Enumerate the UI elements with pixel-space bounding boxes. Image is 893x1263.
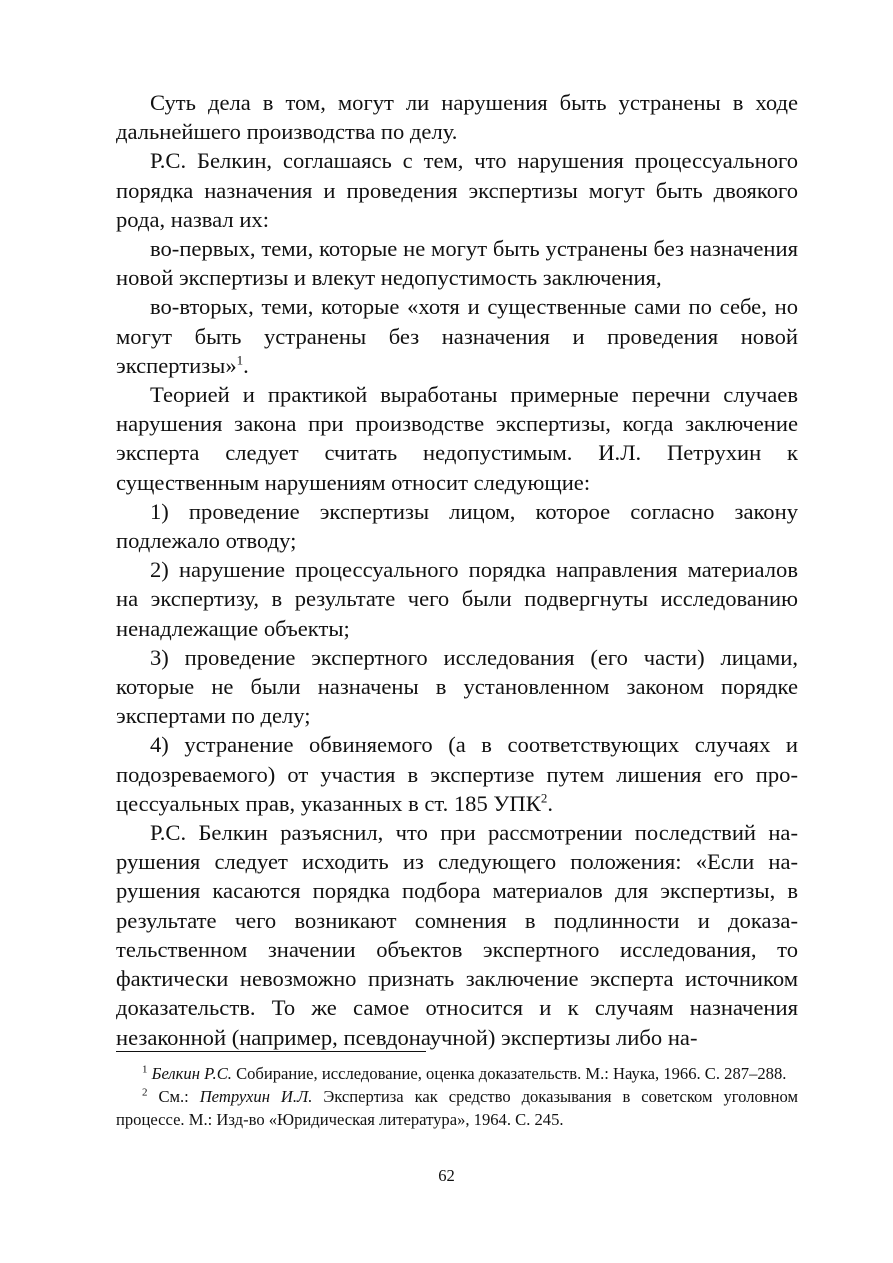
footnote-text: Экспертиза как средство доказывания в советском уголовном процессе. М.: Изд-во «Юридическая литература», 1964. С. 245.	[116, 1087, 798, 1129]
footnote-ref: 1	[236, 352, 244, 368]
paragraph: во-первых, теми, которые не могут быть устранены без назначения новой экспертизы и влекут недопустимость заключения,	[116, 236, 798, 291]
list-item	[116, 730, 798, 818]
footnotes	[116, 1062, 798, 1131]
paragraph	[116, 292, 798, 380]
paragraph: Суть дела в том, могут ли нарушения быть устранены в ходе дальнейшего производства по делу.	[116, 90, 798, 145]
footnote-ref: 2	[540, 790, 548, 806]
footnote-prefix: См.:	[158, 1087, 200, 1106]
paragraph-text: 4) устранение обвиняемого (а в соответствующих случаях и подозреваемого) от участия в экспертизе путем лишения его процессуальных прав, указанных в ст. 185 УПК	[116, 732, 798, 816]
list-item: 2) нарушение процессуального порядка направления материалов на экспертизу, в результате чего были подвергнуты исследованию ненадлежащие объекты;	[116, 557, 798, 641]
punctuation: .	[243, 352, 249, 378]
footnote	[116, 1085, 798, 1131]
footnote-divider	[116, 1051, 426, 1052]
page-number: 62	[438, 1166, 455, 1185]
paragraph: Теорией и практикой выработаны примерные перечни случаев нарушения закона при производстве экспертизы, когда заключение эксперта следует считать недопустимым. И.Л. Петрухин к существенным нарушениям относит следующие:	[116, 382, 798, 495]
footnote-author: Петрухин И.Л.	[199, 1087, 313, 1106]
list-item: 1) проведение экспертизы лицом, которое согласно закону подлежало отводу;	[116, 498, 798, 554]
main-text	[116, 88, 798, 1052]
footnote	[116, 1062, 798, 1085]
footnote-mark: 1	[142, 1063, 148, 1076]
list-item: 3) проведение экспертного исследования (его части) лицами, которые не были назначены в установленном законом порядке экспертами по делу;	[116, 644, 798, 729]
punctuation: .	[547, 790, 553, 816]
paragraph-text: во-вторых, теми, которые «хотя и существенные сами по себе, но могут быть устранены без назначения и проведения новой экспертизы»	[116, 294, 798, 378]
footnote-text: Собирание, исследование, оценка доказательств. М.: Наука, 1966. С. 287–288.	[231, 1064, 787, 1083]
footnote-mark: 2	[142, 1086, 148, 1099]
footnote-author: Белкин Р.С.	[151, 1064, 232, 1083]
paragraph: Р.С. Белкин разъяснил, что при рассмотрении последствий нарушения следует исходить из следующего положения: «Если нарушения касаются порядка подбора материалов для экспертизы, в результате чего возникают сомнения в подлинности и доказательственном значении объектов экспертного исследования, то фактически невозможно признать заключение эксперта источником доказательств. То же самое относится и к случаям назначения незаконной (например, псевдонаучной) экспертизы либо на-	[116, 820, 798, 1050]
paragraph: Р.С. Белкин, соглашаясь с тем, что нарушения процессуального порядка назначения и проведения экспертизы могут быть двоякого рода, назвал их:	[116, 148, 798, 232]
